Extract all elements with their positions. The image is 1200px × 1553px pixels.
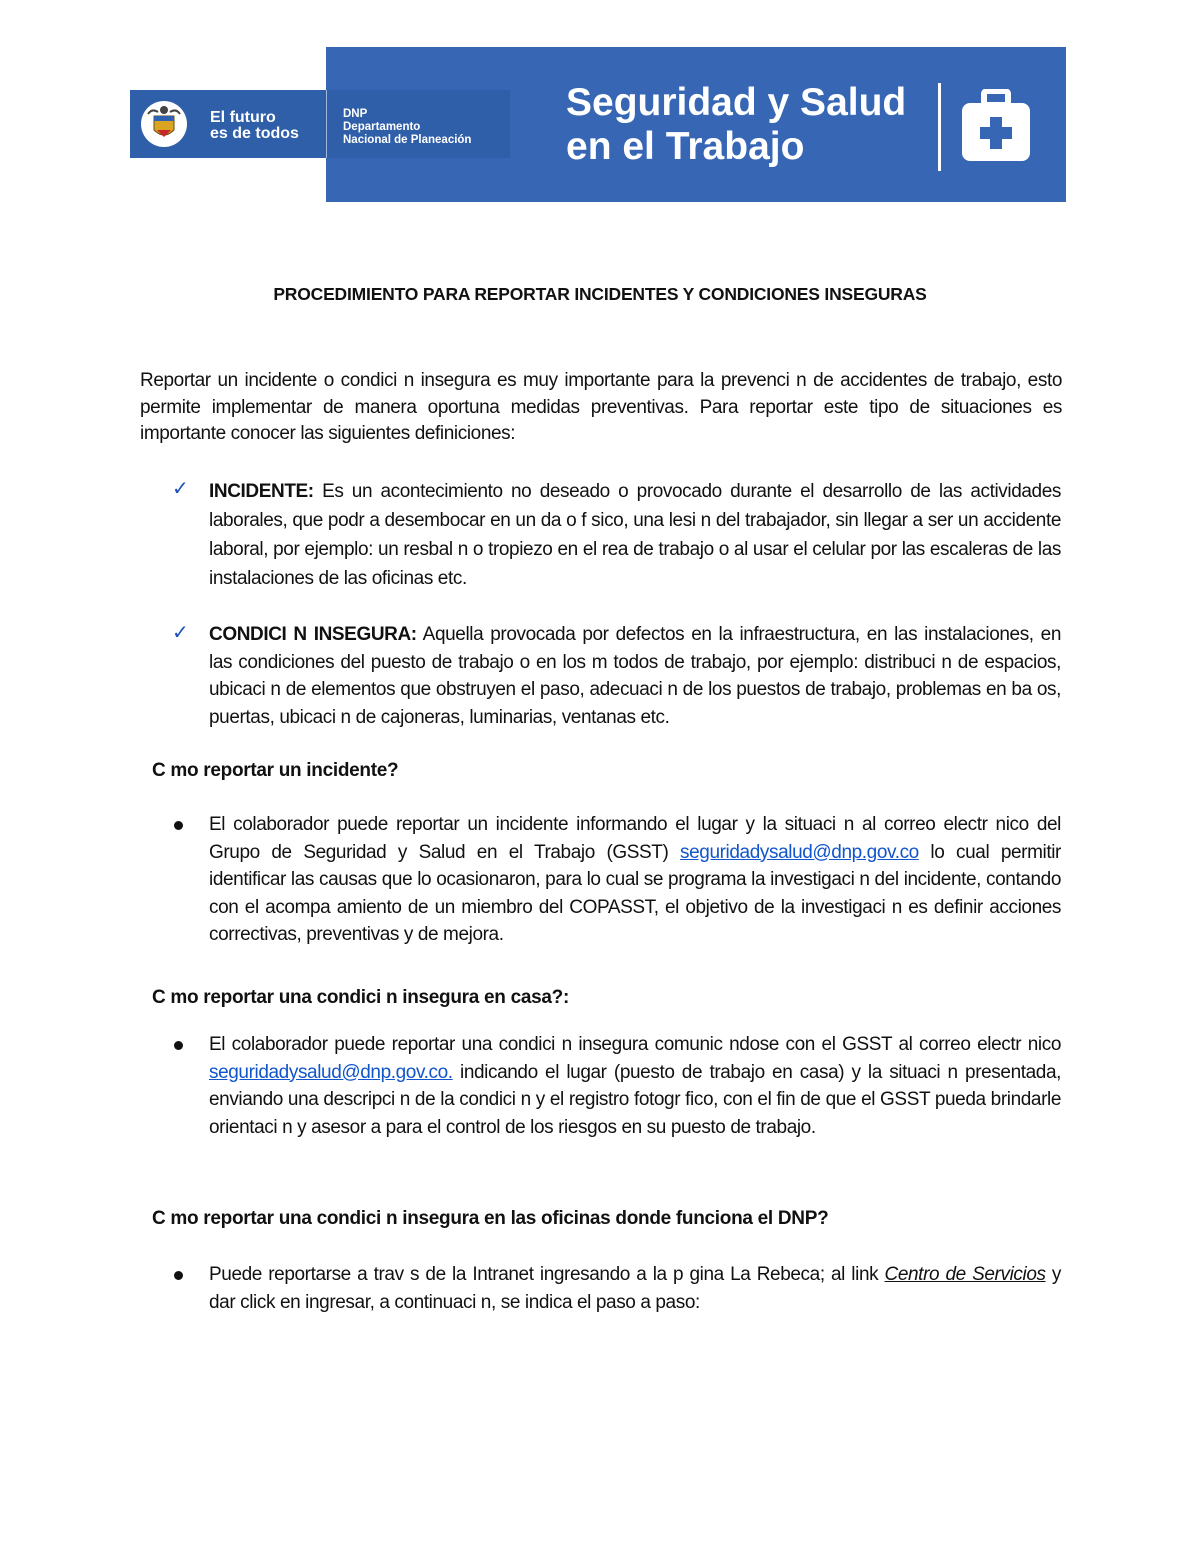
- text: y dar click en ingresar, a continuaci n, se indica el paso a paso:: [209, 1264, 1062, 1313]
- definition-text: Es un acontecimiento no deseado o provocado durante el desarrollo de las actividades laborales, que podr a desembocar en un da o f sico, una lesi n del trabajador, sin llegar a ser un accidente laboral, por ejemplo: un resbal n o tropiezo en el rea de trabajo o al usar el celular por las escaleras de las instalaciones de las oficinas etc.: [209, 481, 1061, 589]
- bullet-icon: [174, 1041, 183, 1050]
- bullet-icon: [174, 821, 183, 830]
- section-text-incidente: [209, 811, 1061, 949]
- text: indicando el lugar (puesto de trabajo en casa) y la situaci n presentada, enviando una descripci n de la condici n y el registro fotogr fico, con el fin de que el GSST pueda brindarle orientaci n y asesor a para el control de los riesgos en su puesto de trabajo.: [209, 1061, 1061, 1138]
- definition-text: Aquella provocada por defectos en la infraestructura, en las instalaciones, en las condiciones del puesto de trabajo o en los m todos de trabajo, por ejemplo: distribuci n de espacios, ubicaci n de elementos que obstruyen el paso, adecuaci n de los puestos de trabajo, problemas en ba os, puertas, ubicaci n de cajoneras, luminarias, ventanas etc.: [209, 624, 1062, 728]
- first-aid-kit-icon: [960, 89, 1032, 163]
- text: El colaborador puede reportar una condici n insegura comunic ndose con el GSST al correo electr nico: [209, 1034, 1061, 1055]
- banner-title: Seguridad y Salud en el Trabajo: [566, 81, 907, 168]
- definition-term: INCIDENTE:: [209, 481, 314, 502]
- check-icon: ✓: [172, 622, 189, 644]
- gov-logo: [130, 90, 326, 158]
- email-link[interactable]: seguridadysalud@dnp.gov.co.: [209, 1061, 453, 1083]
- slogan: El futuro es de todos: [210, 109, 299, 142]
- centro-de-servicios-link[interactable]: Centro de Servicios: [884, 1264, 1046, 1285]
- dnp-label: DNP Departamento Nacional de Planeación: [343, 108, 472, 146]
- section-text-casa: [209, 1031, 1061, 1141]
- definition-term: CONDICI N INSEGURA:: [209, 624, 417, 645]
- banner-divider: [938, 83, 941, 171]
- text: lo cual permitir identificar las causas que lo ocasionaron, para lo cual se programa la investigaci n del incidente, contando con el acompa amiento de un miembro del COPASST, el objetivo de la investigaci n es definir acciones correctivas, preventivas y de mejora.: [209, 841, 1061, 945]
- colombia-crest-icon: [140, 100, 188, 148]
- definition-condicion: [209, 621, 1061, 731]
- text: Puede reportarse a trav s de la Intranet ingresando a la p gina La Rebeca; al link: [209, 1264, 885, 1285]
- section-heading-oficinas: C mo reportar una condici n insegura en las oficinas donde funciona el DNP?: [152, 1208, 829, 1229]
- intro-paragraph: Reportar un incidente o condici n insegura es muy importante para la prevenci n de accidentes de trabajo, esto permite implementar de manera oportuna medidas preventivas. Para reportar este tipo de situaciones es importante conocer las siguientes definiciones:: [140, 370, 1062, 444]
- check-icon: ✓: [172, 478, 189, 500]
- document-title: PROCEDIMIENTO PARA REPORTAR INCIDENTES Y CONDICIONES INSEGURAS: [273, 284, 927, 304]
- text: El colaborador puede reportar un incidente informando el lugar y la situaci n al correo electr nico del Grupo de Seguridad y Salud en el Trabajo (GSST): [209, 814, 1061, 863]
- definition-incidente: [209, 477, 1061, 593]
- bullet-icon: [174, 1271, 183, 1280]
- section-heading-incidente: C mo reportar un incidente?: [152, 760, 399, 781]
- email-link[interactable]: seguridadysalud@dnp.gov.co: [680, 841, 919, 863]
- section-text-oficinas: [209, 1261, 1061, 1316]
- section-heading-casa: C mo reportar una condici n insegura en casa?:: [152, 987, 569, 1008]
- dnp-logo: [326, 90, 510, 158]
